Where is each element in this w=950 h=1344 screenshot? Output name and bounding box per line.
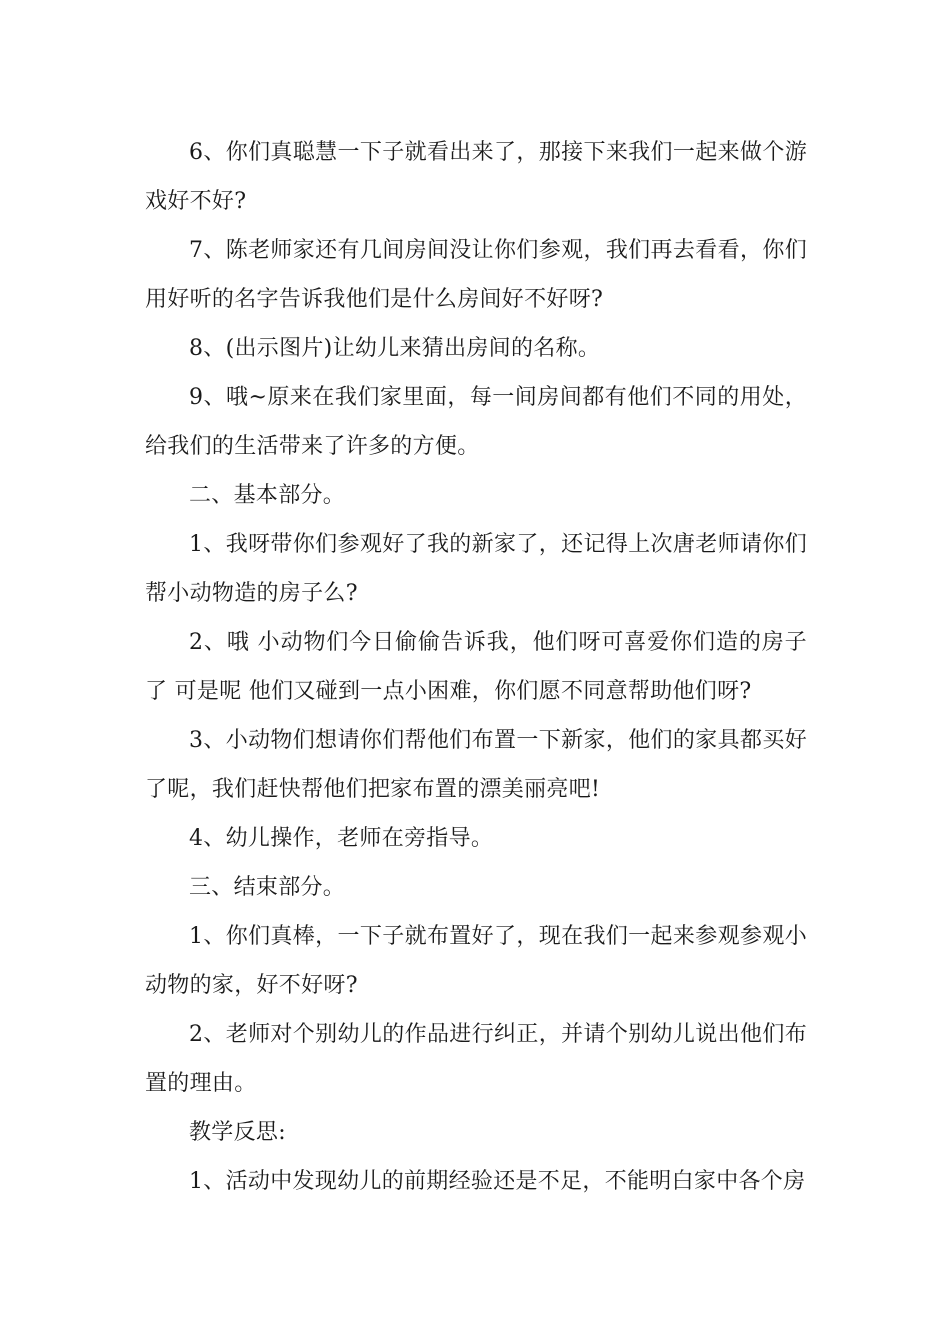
section-heading-reflection: 教学反思: (189, 1120, 286, 1145)
paragraph-ending-2: 2、老师对个别幼儿的作品进行纠正，并请个别幼儿说出他们布置的理由。 (145, 1022, 807, 1096)
paragraph-reflection-1: 1、活动中发现幼儿的前期经验还是不足，不能明白家中各个房 (189, 1169, 806, 1194)
section-heading-basic: 二、基本部分。 (189, 483, 346, 508)
section-heading-ending: 三、结束部分。 (189, 875, 346, 900)
paragraph-basic-3: 3、小动物们想请你们帮他们布置一下新家，他们的家具都买好了呢，我们赶快帮他们把家布置的漂美丽亮吧! (145, 728, 807, 802)
paragraph-basic-4: 4、幼儿操作，老师在旁指导。 (189, 826, 494, 851)
paragraph-basic-2: 2、哦 小动物们今日偷偷告诉我，他们呀可喜爱你们造的房子了 可是呢 他们又碰到一点小困难，你们愿不同意帮助他们呀? (145, 630, 807, 704)
paragraph-step-8: 8、(出示图片)让幼儿来猜出房间的名称。 (189, 336, 601, 361)
paragraph-step-7: 7、陈老师家还有几间房间没让你们参观，我们再去看看，你们用好听的名字告诉我他们是什么房间好不好呀? (145, 238, 807, 312)
paragraph-ending-1: 1、你们真棒，一下子就布置好了，现在我们一起来参观参观小动物的家，好不好呀? (145, 924, 807, 998)
document-body (145, 128, 807, 1206)
paragraph-step-9: 9、哦~原来在我们家里面，每一间房间都有他们不同的用处，给我们的生活带来了许多的方便。 (145, 385, 807, 459)
paragraph-basic-1: 1、我呀带你们参观好了我的新家了，还记得上次唐老师请你们帮小动物造的房子么? (145, 532, 807, 606)
paragraph-step-6: 6、你们真聪慧一下子就看出来了，那接下来我们一起来做个游戏好不好? (145, 140, 807, 214)
